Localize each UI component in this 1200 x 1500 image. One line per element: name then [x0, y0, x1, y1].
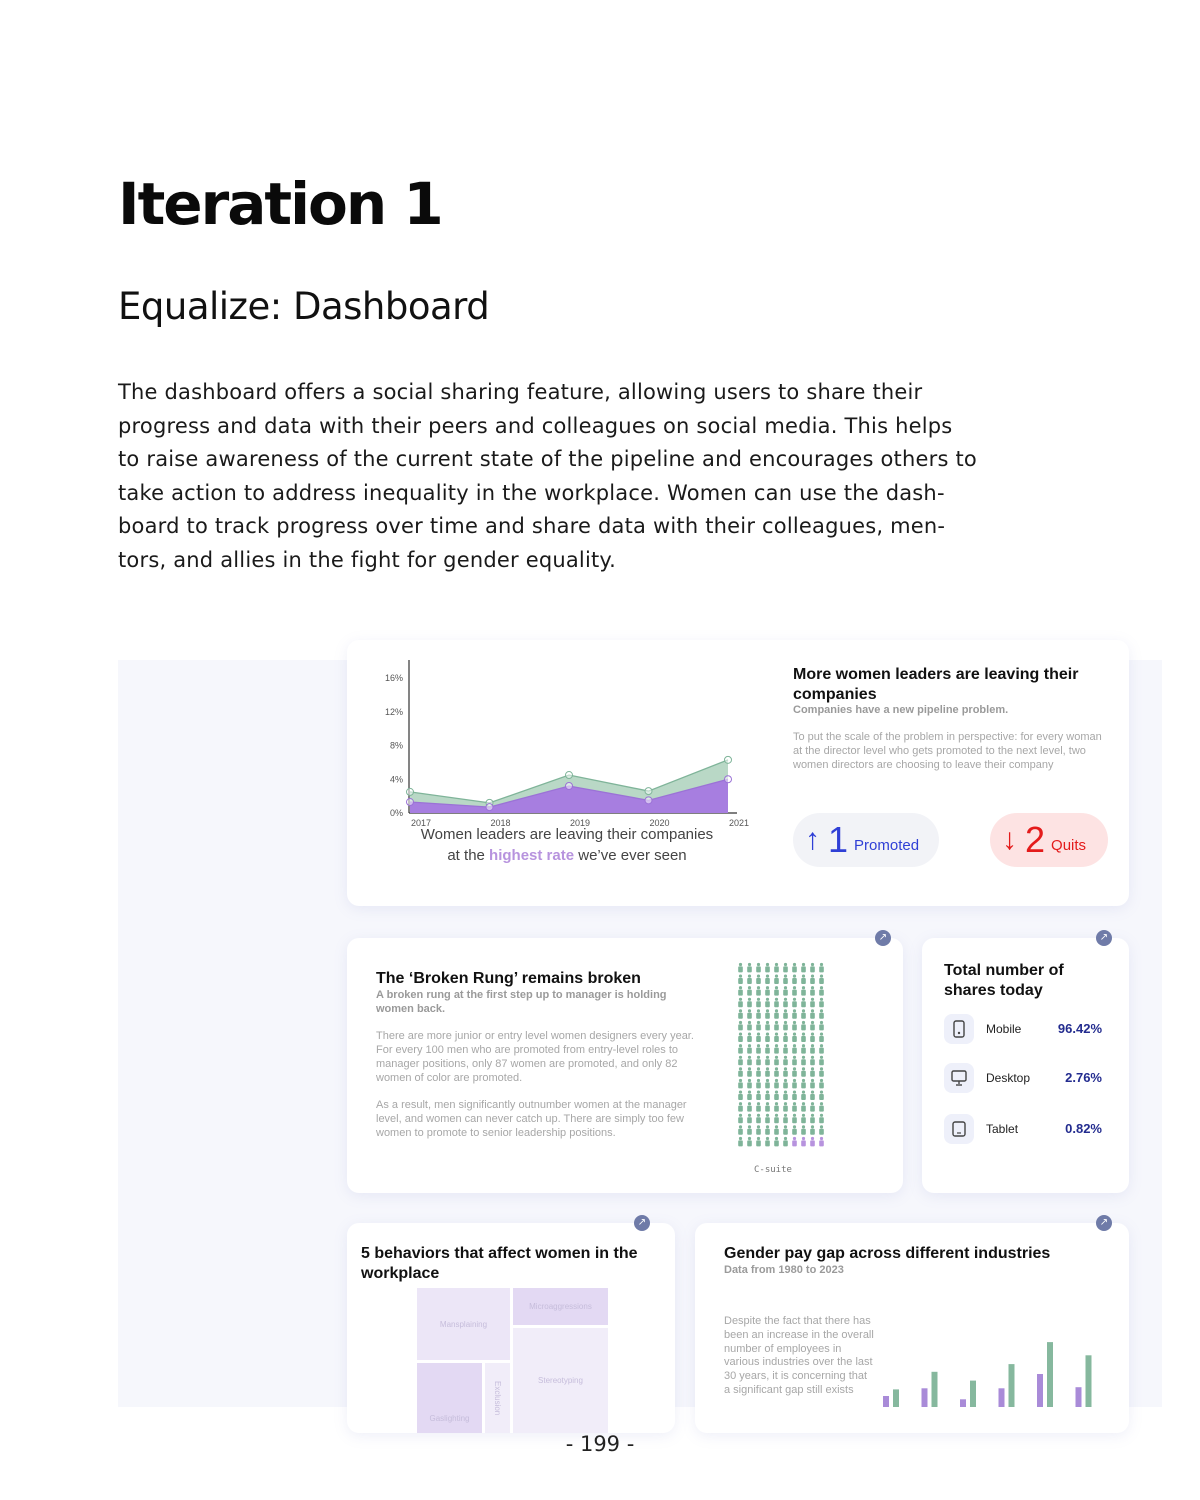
intro-paragraph: [118, 376, 998, 577]
treemap-cell: [513, 1288, 608, 1325]
intro-line: tors, and allies in the fight for gender equality.: [118, 547, 616, 572]
shares-card-title: Total number of shares today: [944, 962, 1064, 999]
person-figure: [774, 1114, 779, 1124]
person-figure: [738, 1021, 743, 1031]
person-figure: [783, 1044, 788, 1054]
purple-series-point: [725, 776, 732, 783]
broken-rung-card: [347, 932, 903, 1193]
person-figure: [783, 1056, 788, 1066]
person-figure: [774, 986, 779, 996]
bar-women: [922, 1388, 928, 1407]
person-figure: [765, 998, 770, 1008]
trend-card-title: More women leaders are leaving their companies: [793, 666, 1079, 703]
person-figure: [756, 975, 761, 985]
treemap-label: Mansplaining: [439, 1319, 488, 1329]
person-figure: [747, 963, 752, 973]
person-figure: [774, 963, 779, 973]
person-figure: [783, 1114, 788, 1124]
person-figure: [792, 1079, 797, 1089]
person-figure: [783, 1079, 788, 1089]
person-figure: [747, 1102, 752, 1112]
person-figure: [747, 975, 752, 985]
bar-women: [883, 1396, 889, 1407]
person-figure: [738, 1009, 743, 1019]
external-link-icon[interactable]: ↗: [634, 1215, 650, 1231]
bar-men: [932, 1372, 938, 1407]
person-figure: [765, 1056, 770, 1066]
person-figure: [738, 1102, 743, 1112]
person-figure: [747, 1009, 752, 1019]
person-figure: [756, 1137, 761, 1147]
treemap-label: Microaggressions: [529, 1302, 592, 1311]
person-figure: [810, 1033, 815, 1043]
share-label: Mobile: [986, 1022, 1022, 1036]
person-figure: [792, 1056, 797, 1066]
external-link-icon[interactable]: ↗: [875, 930, 891, 946]
promoted-stat: [793, 813, 939, 867]
leaving-companies-card: [347, 640, 1129, 906]
intro-line: progress and data with their peers and colleagues on social media. This helps: [118, 413, 953, 438]
person-figure: [792, 1137, 797, 1147]
person-figure: [801, 1114, 806, 1124]
person-figure: [819, 1044, 824, 1054]
person-figure: [756, 963, 761, 973]
behaviors-card: [347, 1217, 675, 1433]
person-figure: [738, 1067, 743, 1077]
person-figure: [819, 1009, 824, 1019]
person-figure: [756, 1067, 761, 1077]
person-figure: [747, 1125, 752, 1135]
person-figure: [765, 1137, 770, 1147]
person-figure: [774, 1033, 779, 1043]
pay-card-body: Despite the fact that there has been an increase in the overall number of employees in various industries over the last 30 years, it is concerning that a significant gap still exists: [724, 1315, 874, 1396]
quits-stat: [990, 813, 1108, 867]
person-figure: [792, 986, 797, 996]
y-tick-label: 12%: [384, 706, 403, 717]
person-figure: [819, 1033, 824, 1043]
person-figure: [774, 1056, 779, 1066]
person-figure: [765, 1021, 770, 1031]
person-figure: [747, 1044, 752, 1054]
x-tick-label: 2020: [649, 818, 670, 828]
caption-prefix: at the: [447, 847, 490, 864]
rung-card-body-2: As a result, men significantly outnumber women at the manager level, and women can never catch up. There are simply too few women to promote to senior leadership positions.: [376, 1099, 687, 1139]
person-figure: [747, 1137, 752, 1147]
x-tick-label: 2021: [728, 818, 750, 828]
person-figure: [783, 998, 788, 1008]
person-figure: [738, 1033, 743, 1043]
treemap-cell: [485, 1363, 510, 1433]
promoted-value: 1: [828, 819, 849, 860]
person-figure: [792, 1114, 797, 1124]
person-figure: [792, 1009, 797, 1019]
person-figure: [738, 1056, 743, 1066]
person-figure: [792, 963, 797, 973]
person-figure: [810, 986, 815, 996]
person-figure: [819, 1125, 824, 1135]
bar-men: [1086, 1355, 1092, 1407]
person-figure: [774, 1009, 779, 1019]
person-figure: [810, 1067, 815, 1077]
person-figure: [783, 1137, 788, 1147]
caption-suffix: we’ve ever seen: [574, 847, 687, 864]
rung-card-body-1: There are more junior or entry level women designers every year. For every 100 men who are promoted from entry-level roles to manager positions, only 87 women are promoted, and only 82 women of color are promoted.: [376, 1030, 694, 1084]
caption-line-1: Women leaders are leaving their companies: [420, 826, 714, 843]
purple-series-point: [407, 799, 414, 806]
person-figure: [810, 1125, 815, 1135]
person-figure: [792, 1091, 797, 1101]
person-figure: [765, 1033, 770, 1043]
person-figure: [756, 1079, 761, 1089]
person-figure: [783, 1067, 788, 1077]
person-figure: [801, 1044, 806, 1054]
person-figure: [756, 1009, 761, 1019]
person-figure: [756, 1056, 761, 1066]
person-figure: [738, 975, 743, 985]
person-figure: [819, 975, 824, 985]
person-figure: [756, 1102, 761, 1112]
person-figure: [765, 1125, 770, 1135]
person-figure: [819, 1137, 824, 1147]
intro-line: take action to address inequality in the workplace. Women can use the dash-: [118, 480, 945, 505]
person-figure: [783, 1091, 788, 1101]
person-figure: [756, 986, 761, 996]
desktop-icon: [944, 1063, 974, 1093]
treemap-label: Exclusion: [493, 1380, 502, 1416]
person-figure: [774, 998, 779, 1008]
bar-women: [999, 1388, 1005, 1407]
person-figure: [774, 1079, 779, 1089]
person-figure: [792, 1067, 797, 1077]
pictogram-grid: [735, 958, 830, 1158]
purple-series-point: [486, 804, 493, 811]
bar-men: [970, 1381, 976, 1407]
person-figure: [765, 963, 770, 973]
person-figure: [756, 1091, 761, 1101]
person-figure: [747, 1114, 752, 1124]
intro-line: The dashboard offers a social sharing feature, allowing users to share their: [118, 380, 923, 404]
bar-women: [1037, 1374, 1043, 1407]
person-figure: [774, 975, 779, 985]
person-figure: [801, 1056, 806, 1066]
person-figure: [810, 1056, 815, 1066]
share-row-tablet: [944, 1114, 1114, 1146]
person-figure: [765, 975, 770, 985]
dashboard-screenshot: [118, 660, 1162, 1423]
bar-men: [893, 1389, 899, 1407]
pay-gap-card: [695, 1217, 1129, 1433]
person-figure: [774, 1044, 779, 1054]
person-figure: [819, 986, 824, 996]
person-figure: [747, 998, 752, 1008]
behaviors-card-title: 5 behaviors that affect women in the workplace: [361, 1245, 638, 1282]
person-figure: [810, 963, 815, 973]
person-figure: [801, 1091, 806, 1101]
person-figure: [765, 1009, 770, 1019]
person-figure: [738, 1137, 743, 1147]
person-figure: [801, 1079, 806, 1089]
person-figure: [783, 986, 788, 996]
leaving-trend-chart: [367, 660, 750, 840]
person-figure: [774, 1021, 779, 1031]
person-figure: [747, 1067, 752, 1077]
share-value: 96.42%: [1057, 1021, 1102, 1036]
person-figure: [792, 1044, 797, 1054]
share-label: Desktop: [986, 1071, 1031, 1085]
person-figure: [819, 1056, 824, 1066]
person-figure: [774, 1102, 779, 1112]
person-figure: [747, 1021, 752, 1031]
person-figure: [792, 1102, 797, 1112]
person-figure: [738, 1114, 743, 1124]
person-figure: [801, 1033, 806, 1043]
y-tick-label: 4%: [389, 774, 403, 785]
x-tick-label: 2019: [569, 818, 591, 828]
person-figure: [801, 1102, 806, 1112]
x-tick-label: 2017: [410, 818, 432, 828]
share-value: 2.76%: [1065, 1070, 1102, 1085]
person-figure: [765, 1114, 770, 1124]
person-figure: [783, 963, 788, 973]
page-number: - 199 -: [565, 1432, 635, 1456]
bar-men: [1047, 1342, 1053, 1407]
person-figure: [774, 1137, 779, 1147]
treemap-cell: [513, 1328, 608, 1433]
person-figure: [810, 975, 815, 985]
person-figure: [819, 1102, 824, 1112]
person-figure: [810, 1102, 815, 1112]
person-figure: [738, 963, 743, 973]
y-tick-label: 16%: [384, 673, 403, 683]
treemap-cell: [417, 1363, 482, 1433]
person-figure: [765, 1044, 770, 1054]
person-figure: [819, 963, 824, 973]
treemap-label: Gaslighting: [429, 1413, 470, 1423]
person-figure: [756, 1021, 761, 1031]
external-link-icon[interactable]: ↗: [1096, 930, 1112, 946]
quits-value: 2: [1025, 819, 1046, 860]
person-figure: [756, 1044, 761, 1054]
person-figure: [747, 1079, 752, 1089]
person-figure: [810, 1009, 815, 1019]
arrow-up-icon: ↑: [805, 823, 820, 856]
x-tick-label: 2018: [490, 818, 511, 828]
purple-series-point: [645, 797, 652, 804]
person-figure: [801, 998, 806, 1008]
bar-women: [1076, 1387, 1082, 1407]
share-row-mobile: [944, 1014, 1114, 1046]
green-series-point: [407, 788, 414, 795]
person-figure: [819, 1021, 824, 1031]
person-figure: [765, 1079, 770, 1089]
mobile-icon: [944, 1014, 974, 1044]
person-figure: [801, 963, 806, 973]
person-figure: [774, 1067, 779, 1077]
person-figure: [810, 1044, 815, 1054]
rung-card-subtitle: A broken rung at the first step up to manager is holding women back.: [376, 989, 667, 1015]
quits-label: Quits: [1051, 836, 1087, 854]
share-value: 0.82%: [1065, 1121, 1102, 1136]
person-figure: [747, 986, 752, 996]
person-figure: [819, 1067, 824, 1077]
person-figure: [783, 1009, 788, 1019]
person-figure: [801, 975, 806, 985]
y-tick-label: 8%: [389, 740, 403, 751]
person-figure: [810, 1091, 815, 1101]
person-figure: [765, 1102, 770, 1112]
person-figure: [792, 998, 797, 1008]
person-figure: [774, 1091, 779, 1101]
green-series-point: [645, 788, 652, 795]
person-figure: [819, 1091, 824, 1101]
person-figure: [738, 998, 743, 1008]
person-figure: [783, 1033, 788, 1043]
share-label: Tablet: [986, 1122, 1019, 1136]
purple-series-point: [566, 783, 573, 790]
person-figure: [792, 1125, 797, 1135]
person-figure: [801, 1125, 806, 1135]
external-link-icon[interactable]: ↗: [1096, 1215, 1112, 1231]
person-figure: [810, 1021, 815, 1031]
person-figure: [747, 1033, 752, 1043]
promoted-label: Promoted: [854, 836, 920, 854]
pay-card-title: Gender pay gap across different industries: [724, 1245, 1051, 1262]
person-figure: [810, 998, 815, 1008]
person-figure: [747, 1091, 752, 1101]
intro-line: to raise awareness of the current state of the pipeline and encourages others to: [118, 447, 977, 471]
person-figure: [756, 1125, 761, 1135]
person-figure: [792, 1021, 797, 1031]
person-figure: [819, 998, 824, 1008]
person-figure: [738, 986, 743, 996]
person-figure: [774, 1125, 779, 1135]
person-figure: [756, 998, 761, 1008]
bar-men: [1009, 1364, 1015, 1407]
person-figure: [801, 1021, 806, 1031]
person-figure: [765, 1091, 770, 1101]
pictogram-label: C-suite: [754, 1165, 792, 1175]
person-figure: [801, 986, 806, 996]
page-heading: Iteration 1: [118, 170, 442, 238]
person-figure: [810, 1079, 815, 1089]
person-figure: [756, 1114, 761, 1124]
trend-card-subtitle: Companies have a new pipeline problem.: [793, 704, 1009, 716]
person-figure: [801, 1137, 806, 1147]
trend-card-body: To put the scale of the problem in perspective: for every woman at the director level who gets promoted to the next level, two women directors are choosing to leave their company: [793, 731, 1102, 771]
person-figure: [801, 1067, 806, 1077]
person-figure: [783, 1021, 788, 1031]
intro-line: board to track progress over time and share data with their colleagues, men-: [118, 514, 946, 538]
person-figure: [783, 975, 788, 985]
share-row-desktop: [944, 1063, 1114, 1095]
person-figure: [819, 1114, 824, 1124]
tablet-icon: [944, 1114, 974, 1144]
person-figure: [738, 1125, 743, 1135]
pay-card-subtitle: Data from 1980 to 2023: [724, 1264, 844, 1276]
person-figure: [765, 986, 770, 996]
green-series-point: [566, 772, 573, 779]
person-figure: [810, 1114, 815, 1124]
person-figure: [747, 1056, 752, 1066]
person-figure: [783, 1125, 788, 1135]
person-figure: [801, 1009, 806, 1019]
person-figure: [792, 1033, 797, 1043]
y-tick-label: 0%: [389, 808, 403, 818]
bar-women: [960, 1399, 966, 1407]
person-figure: [819, 1079, 824, 1089]
pay-gap-chart: [875, 1323, 1115, 1407]
treemap-label: Stereotyping: [538, 1376, 583, 1385]
rung-card-title: The ‘Broken Rung’ remains broken: [376, 970, 641, 987]
person-figure: [738, 1044, 743, 1054]
person-figure: [738, 1079, 743, 1089]
person-figure: [792, 975, 797, 985]
arrow-down-icon: ↓: [1002, 823, 1017, 856]
person-figure: [756, 1033, 761, 1043]
shares-card: [922, 932, 1129, 1193]
person-figure: [765, 1067, 770, 1077]
person-figure: [738, 1091, 743, 1101]
green-series-point: [725, 756, 732, 763]
page-subheading: Equalize: Dashboard: [118, 285, 490, 328]
person-figure: [810, 1137, 815, 1147]
treemap-cell: [417, 1288, 510, 1360]
person-figure: [783, 1102, 788, 1112]
caption-highlight: highest rate: [489, 847, 575, 864]
trend-chart-caption: [397, 824, 737, 866]
